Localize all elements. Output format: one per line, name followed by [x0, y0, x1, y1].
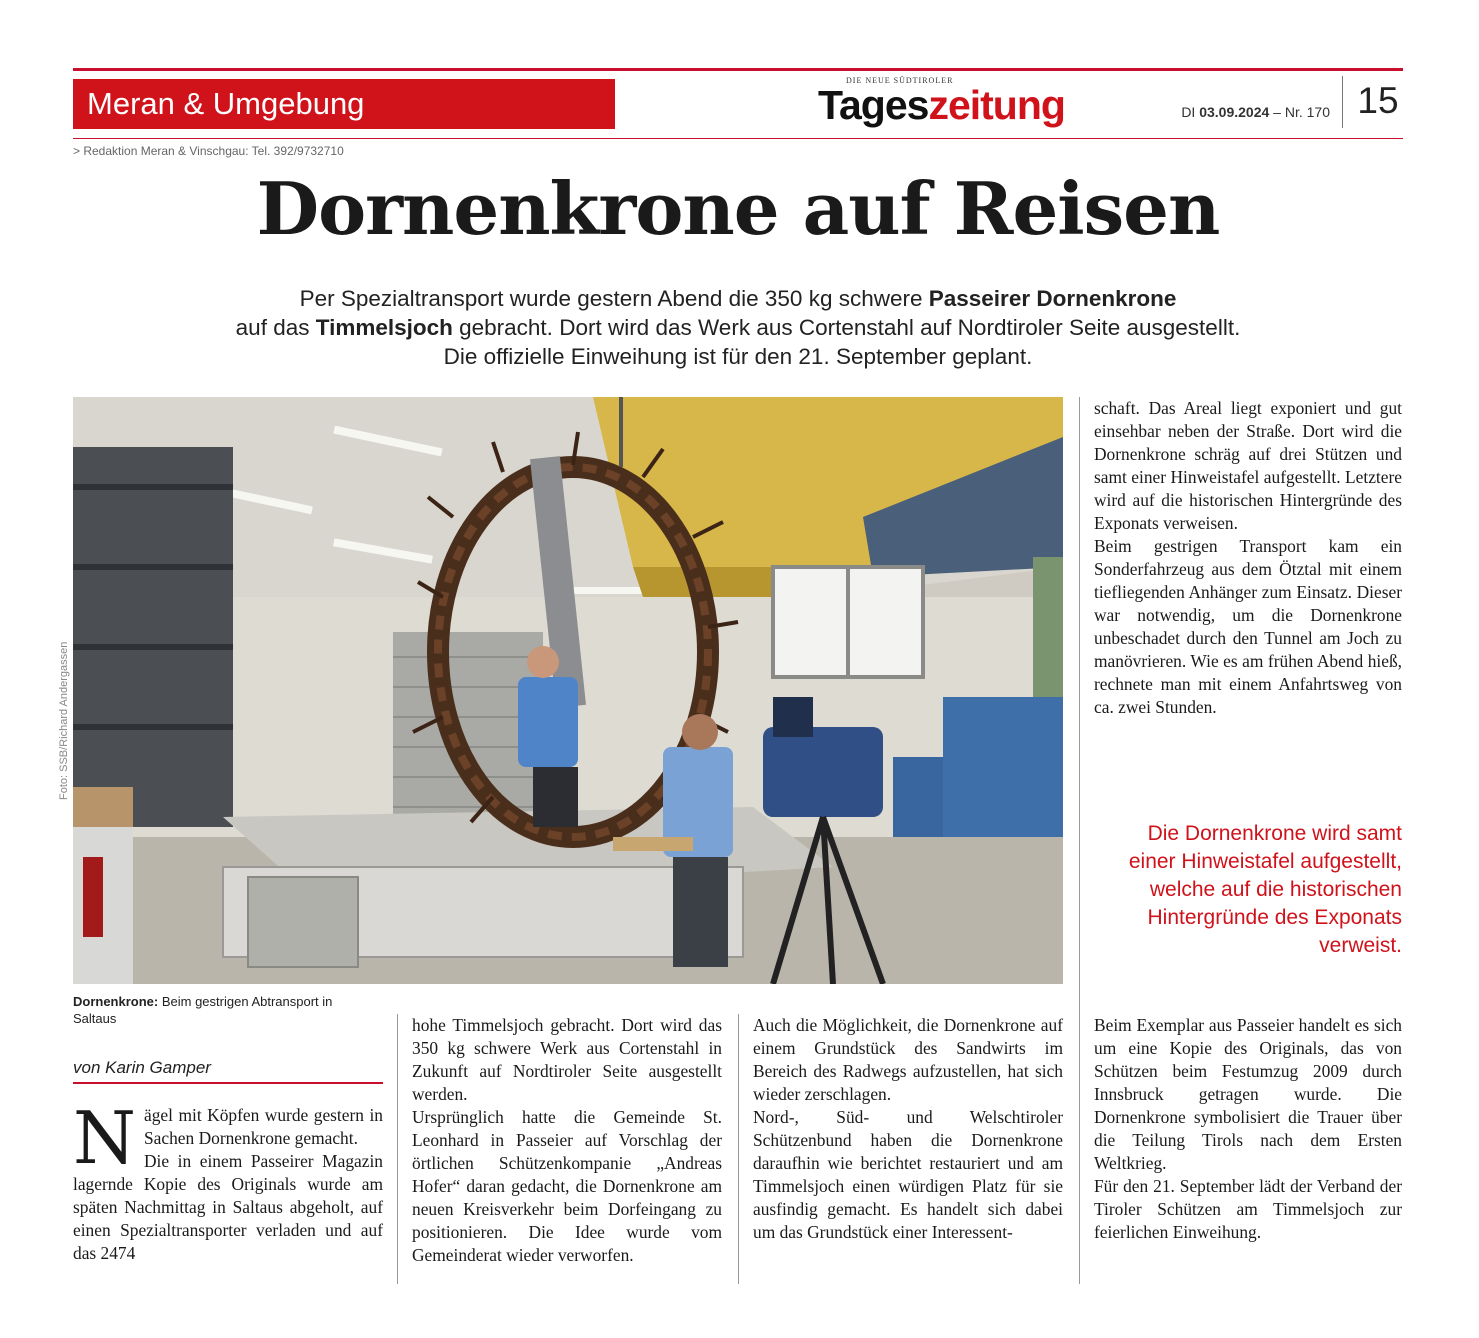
article-column-4-top — [1094, 397, 1402, 719]
lead-text: Per Spezialtransport wurde gestern Abend die 350 kg schwere — [299, 286, 929, 311]
issue-date: 03.09.2024 — [1199, 104, 1270, 120]
article-column-3 — [753, 1014, 1063, 1244]
byline-rule — [73, 1082, 383, 1084]
issue-info — [1160, 104, 1330, 120]
body-paragraph: Nord-, Süd- und Welschtiroler Schützenbund haben die Dornenkrone daraufhin wie berichtet restauriert und am Timmelsjoch einen würdigen Platz für sie ausfindig gemacht. Es handelt sich dabei um das Grundstück einer Interessent- — [753, 1107, 1063, 1242]
redaction-contact: > Redaktion Meran & Vinschgau: Tel. 392/9732710 — [73, 144, 344, 158]
body-paragraph: schaft. Das Areal liegt exponiert und gut einsehbar neben der Straße. Dort wird die Dornenkrone schräg auf drei Stützen und samt einer Hinweistafel aufgestellt. Letztere wird auf die historischen Hintergründe des Exponats verweisen. — [1094, 398, 1402, 533]
photo-credit: Foto: SSB/Richard Andergassen — [58, 641, 70, 800]
body-paragraph: Die in einem Passeirer Magazin lagernde Kopie des Originals wurde am späten Nachmittag in Saltaus abgeholt, auf einen Spezialtransporter verladen und auf das 2474 — [73, 1151, 383, 1263]
author-byline: von Karin Gamper — [73, 1058, 211, 1077]
issue-number: – Nr. 170 — [1273, 104, 1330, 120]
lead-paragraph — [73, 284, 1403, 371]
column-divider — [397, 1014, 398, 1284]
logo-tagline: DIE NEUE SÜDTIROLER — [846, 76, 954, 85]
lead-bold: Timmelsjoch — [315, 315, 453, 340]
photo-caption — [73, 993, 373, 1027]
header-rule — [73, 138, 1403, 139]
article-column-1 — [73, 1096, 383, 1265]
top-rule — [73, 68, 1403, 71]
body-paragraph: Beim Exemplar aus Passeier handelt es sich um eine Kopie des Originals, das von Schützen beim Festumzug 2009 durch Innsbruck getragen wurde. Die Dornenkrone symbolisiert die Trauer über die Teilung Tirols nach dem Ersten Weltkrieg. — [1094, 1015, 1402, 1173]
pull-quote-line: einer Hinweistafel aufgestellt, — [1128, 850, 1402, 873]
body-paragraph: Ursprünglich hatte die Gemeinde St. Leonhard in Passeier auf Vorschlag der örtlichen Schützenkompanie „Andreas Hofer“ daran gedacht, die Dornenkrone am neuen Kreisverkehr beim Dorfeingang zu positionieren. Die Idee wurde vom Gemeinderat wieder verworfen. — [412, 1107, 722, 1265]
pull-quote-line: verweist. — [1319, 934, 1402, 957]
drop-cap: N — [73, 1096, 136, 1180]
logo-word-tages: Tages — [818, 82, 929, 128]
lead-text: gebracht. Dort wird das Werk aus Cortenstahl auf Nordtiroler Seite ausgestellt. — [452, 315, 1241, 340]
lead-bold: Passeirer Dornenkrone — [928, 286, 1177, 311]
article-photo — [73, 397, 1063, 984]
body-paragraph: Auch die Möglichkeit, die Dornenkrone auf einem Grundstück des Sandwirts im Bereich des Radwegs aufzustellen, hat sich wieder zerschlagen. — [753, 1015, 1063, 1104]
section-title: Meran & Umgebung — [87, 86, 365, 121]
caption-label: Dornenkrone: — [73, 994, 159, 1009]
logo-wordmark — [818, 82, 1065, 129]
body-paragraph — [73, 1096, 383, 1180]
lead-text: auf das — [235, 315, 316, 340]
article-column-4-bottom — [1094, 1014, 1402, 1244]
pull-quote-line: Hintergründe des Exponats — [1147, 906, 1402, 929]
body-paragraph: hohe Timmelsjoch gebracht. Dort wird das 350 kg schwere Werk aus Cortenstahl in Zukunft auf Nordtiroler Seite ausgestellt werden. — [412, 1015, 722, 1104]
headline: Dornenkrone auf Reisen — [256, 166, 1220, 251]
pull-quote-line: Die Dornenkrone wird samt — [1147, 822, 1402, 845]
issue-day: DI — [1181, 104, 1196, 120]
header-divider — [1342, 76, 1343, 128]
body-paragraph: Für den 21. September lädt der Verband der Tiroler Schützen am Timmelsjoch zur feierlichen Einweihung. — [1094, 1176, 1402, 1242]
page-number: 15 — [1357, 80, 1399, 121]
lead-line-1 — [73, 284, 1403, 313]
column-divider — [738, 1014, 739, 1284]
column-divider — [1079, 397, 1080, 1284]
lead-line-3: Die offizielle Einweihung ist für den 21. September geplant. — [443, 344, 1033, 369]
pull-quote-line: welche auf die historischen — [1149, 878, 1402, 901]
article-column-2 — [412, 1014, 722, 1267]
logo-word-zeitung: zeitung — [928, 82, 1065, 128]
caption-text: Beim gestrigen Abtransport in Saltaus — [73, 994, 333, 1026]
lead-line-2 — [73, 313, 1403, 342]
section-banner — [73, 79, 615, 129]
workshop-illustration — [73, 397, 1063, 984]
body-paragraph: Beim gestrigen Transport kam ein Sonderfahrzeug aus dem Ötztal mit einem tiefliegenden Anhänger zum Einsatz. Dieser war notwendig, um die Dornenkrone unbeschadet durch den Tunnel am Joch zu manövrieren. Wie es am frühen Abend hieß, rechnete man mit einem Anfahrtsweg von ca. zwei Stunden. — [1094, 536, 1402, 717]
paragraph-text: ägel mit Köpfen wurde gestern in Sachen Dornenkrone gemacht. — [144, 1105, 383, 1148]
newspaper-logo — [818, 76, 1065, 132]
pull-quote — [1094, 820, 1402, 960]
